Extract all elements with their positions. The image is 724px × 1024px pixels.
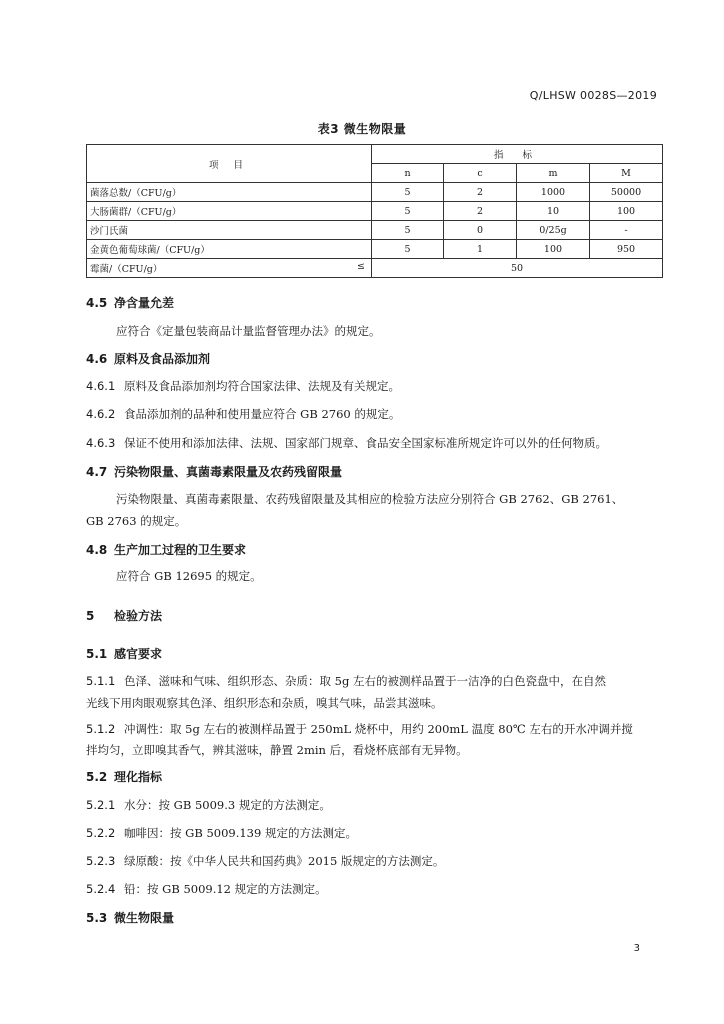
clause-5-1-2-line-2: 拌均匀，立即嗅其香气，辨其滋味，静置 2min 后，看烧杯底部有无异物。 [86,743,468,757]
section-number: 5 [86,609,95,623]
section-title: 感官要求 [114,647,163,661]
clause-text: 原料及食品添加剂均符合国家法律、法规及有关规定。 [124,379,400,393]
table-row [87,221,663,240]
row-n: 5 [372,240,444,259]
row-M: 50000 [590,183,663,202]
clause-5-1-1-line-2: 光线下用肉眼观察其色泽、组织形态和杂质，嗅其气味，品尝其滋味。 [86,696,443,710]
clause-number: 5.2.4 [86,882,116,896]
section-title: 生产加工过程的卫生要求 [114,543,247,557]
section-number: 5.3 [86,911,108,925]
clause-number: 4.6.1 [86,379,116,393]
clause-text: 咖啡因：按 GB 5009.139 规定的方法测定。 [124,826,357,840]
section-4-6-heading [86,350,210,367]
row-n: 5 [372,202,444,221]
row-n: 5 [372,183,444,202]
clause-5-1-1-line-1 [86,673,664,689]
table-row [87,202,663,221]
row-c: 2 [444,202,517,221]
table-row [87,183,663,202]
clause-text: 水分：按 GB 5009.3 规定的方法测定。 [124,798,331,812]
section-title: 污染物限量、真菌毒素限量及农药残留限量 [114,465,343,479]
row-m: 100 [517,240,590,259]
less-or-equal-symbol: ≤ [357,261,365,272]
header-c: c [444,164,517,183]
table-row [87,240,663,259]
section-title: 净含量允差 [114,296,175,310]
clause-5-2-1 [86,797,664,813]
clause-number: 5.2.1 [86,798,116,812]
section-5-heading [86,607,162,624]
section-5-3-heading [86,909,174,926]
section-title: 原料及食品添加剂 [114,352,211,366]
row-item: 大肠菌群/（CFU/g） [87,202,372,221]
clause-4-6-2 [86,406,664,422]
section-title: 理化指标 [114,770,163,784]
clause-4-6-1 [86,378,664,394]
row-M: 950 [590,240,663,259]
table-header-row [87,145,663,164]
clause-number: 4.6.3 [86,436,116,450]
row-n: 5 [372,221,444,240]
section-4-8-text: 应符合 GB 12695 的规定。 [116,569,262,583]
page-number: 3 [633,943,640,954]
section-number: 4.7 [86,465,108,479]
table-row-mold [87,259,663,278]
section-4-5-heading [86,294,174,311]
clause-number: 5.2.2 [86,826,116,840]
row-c: 2 [444,183,517,202]
section-5-2-heading [86,768,162,785]
clause-text: 食品添加剂的品种和使用量应符合 GB 2760 的规定。 [124,407,401,421]
row-c: 1 [444,240,517,259]
row-item: 菌落总数/（CFU/g） [87,183,372,202]
row-M: 100 [590,202,663,221]
header-M: M [590,164,663,183]
clause-5-2-2 [86,825,664,841]
section-5-1-heading [86,645,162,662]
header-item: 项 目 [87,145,372,183]
clause-text: 色泽、滋味和气味、组织形态、杂质：取 5g 左右的被测样品置于一洁净的白色瓷盘中，在自然 [124,674,606,688]
clause-number: 5.1.2 [86,722,116,736]
mold-item: 霉菌/（CFU/g） [90,264,163,275]
section-4-8-heading [86,541,246,558]
clause-5-2-4 [86,881,664,897]
row-M: - [590,221,663,240]
section-number: 4.6 [86,352,108,366]
section-title: 微生物限量 [114,911,175,925]
row-item: 沙门氏菌 [87,221,372,240]
header-m: m [517,164,590,183]
clause-text: 保证不使用和添加法律、法规、国家部门规章、食品安全国家标准所规定许可以外的任何物质。 [124,436,607,450]
table-caption: 表3 微生物限量 [317,122,407,136]
section-number: 4.5 [86,296,108,310]
row-m: 0/25g [517,221,590,240]
row-c: 0 [444,221,517,240]
section-number: 5.2 [86,770,108,784]
row-m: 10 [517,202,590,221]
clause-5-2-3 [86,853,664,869]
clause-4-6-3 [86,435,664,451]
clause-text: 铅：按 GB 5009.12 规定的方法测定。 [124,882,327,896]
section-number: 5.1 [86,647,108,661]
section-4-5-text: 应符合《定量包装商品计量监督管理办法》的规定。 [116,324,381,338]
microbial-limits-table [86,144,663,278]
mold-item-cell [87,259,372,278]
section-4-7-text-line-2: GB 2763 的规定。 [86,514,187,528]
row-item: 金黄色葡萄球菌/（CFU/g） [87,240,372,259]
section-4-7-heading [86,463,342,480]
document-code: Q/LHSW 0028S—2019 [529,89,657,102]
clause-number: 4.6.2 [86,407,116,421]
row-m: 1000 [517,183,590,202]
mold-value: 50 [372,259,663,278]
clause-text: 冲调性：取 5g 左右的被测样品置于 250mL 烧杯中，用约 200mL 温度 80℃ 左右的开水冲调并搅 [124,722,633,736]
section-4-7-text-line-1: 污染物限量、真菌毒素限量、农药残留限量及其相应的检验方法应分别符合 GB 2762、GB 2761、 [116,492,624,506]
section-number: 4.8 [86,543,108,557]
clause-number: 5.2.3 [86,854,116,868]
clause-number: 5.1.1 [86,674,116,688]
clause-5-1-2-line-1 [86,721,664,737]
header-n: n [372,164,444,183]
header-index: 指 标 [372,145,663,164]
section-title: 检验方法 [114,609,163,623]
clause-text: 绿原酸：按《中华人民共和国药典》2015 版规定的方法测定。 [124,854,445,868]
